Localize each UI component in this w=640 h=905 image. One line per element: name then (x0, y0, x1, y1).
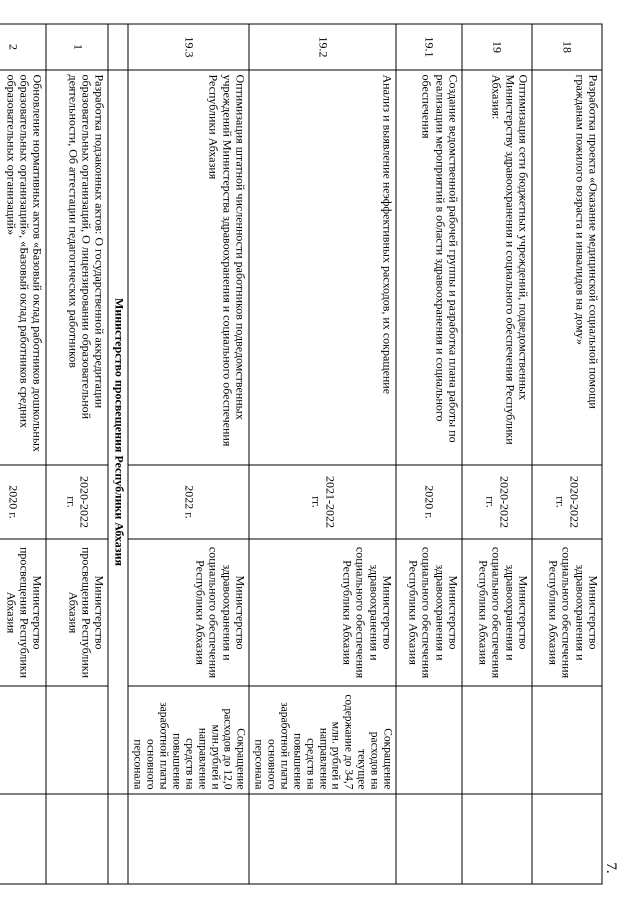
measure-description: Оптимизация сети бюджетных учреждений, подведомственных Министерству здравоохранения и социального обеспечения Республики Абхазия: (462, 70, 532, 465)
measure-responsible: Министерство здравоохранения и социального обеспечения Республики Абхазия (396, 539, 462, 686)
row-number: 19.3 (129, 24, 250, 70)
measure-description: Разработка подзаконных актов: О государственной аккредитации образовательных организаций, О лицензировании образовательной деятельности, Об аттестации педагогических работников (47, 70, 109, 465)
measure-responsible: Министерство здравоохранения и социального обеспечения Республики Абхазия (462, 539, 532, 686)
measure-result (462, 686, 532, 794)
table-row (47, 24, 109, 884)
measure-result (47, 686, 109, 794)
row-number: 19 (462, 24, 532, 70)
measure-term: 2020-2022 гг. (532, 465, 602, 539)
row-number: 19.1 (396, 24, 462, 70)
row-number: 2 (0, 24, 47, 70)
measure-description: Создание ведомственной рабочей группы и разработка плана работы по реализации мероприятий в области здравоохранения и социального обеспечения (396, 70, 462, 465)
measure-description: Анализ и выявление неэффективных расходов, их сокращение (249, 70, 396, 465)
empty-cell (249, 794, 396, 884)
section-title: Министерство просвещения Республики Абхазия (109, 70, 129, 794)
page-number: 7. (603, 862, 619, 874)
measure-term: 2020-2022 гг. (462, 465, 532, 539)
row-number: 19.2 (249, 24, 396, 70)
measure-description: Разработка проекта «Оказание медицинской социальной помощи гражданам пожилого возраста и инвалидов на дому» (532, 70, 602, 465)
row-number: 18 (532, 24, 602, 70)
empty-cell (47, 794, 109, 884)
measure-result (396, 686, 462, 794)
measure-description: Оптимизация штатной численности работников подведомственных учреждений Министерства здравоохранения и социального обеспечения Республики Абхазия (129, 70, 250, 465)
measure-term: 2020 г. (0, 465, 47, 539)
measure-term: 2020 г. (396, 465, 462, 539)
measure-description: Обновление нормативных актов «Базовый оклад работников дошкольных образовательных организаций», «Базовый оклад работников средних образовательных организаций» (0, 70, 47, 465)
measures-table (0, 23, 603, 884)
measure-result (0, 686, 47, 794)
measure-responsible: Министерство здравоохранения и социального обеспечения Республики Абхазия (532, 539, 602, 686)
table-row (0, 24, 47, 884)
table-row (129, 24, 250, 884)
row-number: 1 (47, 24, 109, 70)
table-row (462, 24, 532, 884)
empty-cell (109, 794, 129, 884)
section-header-row (109, 24, 129, 884)
measure-responsible: Министерство просвещения Республики Абхазия (0, 539, 47, 686)
measure-term: 2021-2022 гг. (249, 465, 396, 539)
empty-cell (396, 794, 462, 884)
empty-cell (109, 24, 129, 70)
table-row (249, 24, 396, 884)
empty-cell (0, 794, 47, 884)
empty-cell (532, 794, 602, 884)
measure-result (532, 686, 602, 794)
measure-responsible: Министерство просвещения Республики Абхазия (47, 539, 109, 686)
measure-result: Сокращение расходов до 12,0 млн.рублей и направление средств на повышение заработной платы основного персонала (129, 686, 250, 794)
measure-result: Сокращение расходов на текущее содержание до 34,7 млн. рублей и направление средств на повышение заработной платы основного персонала (249, 686, 396, 794)
measure-term: 2022 г. (129, 465, 250, 539)
table-row (396, 24, 462, 884)
table-row (532, 24, 602, 884)
rotated-page (4, 23, 603, 883)
empty-cell (462, 794, 532, 884)
empty-cell (129, 794, 250, 884)
measure-term: 2020-2022 гг. (47, 465, 109, 539)
measure-responsible: Министерство здравоохранения и социального обеспечения Республики Абхазия (129, 539, 250, 686)
measure-responsible: Министерство здравоохранения и социального обеспечения Республики Абхазия (249, 539, 396, 686)
